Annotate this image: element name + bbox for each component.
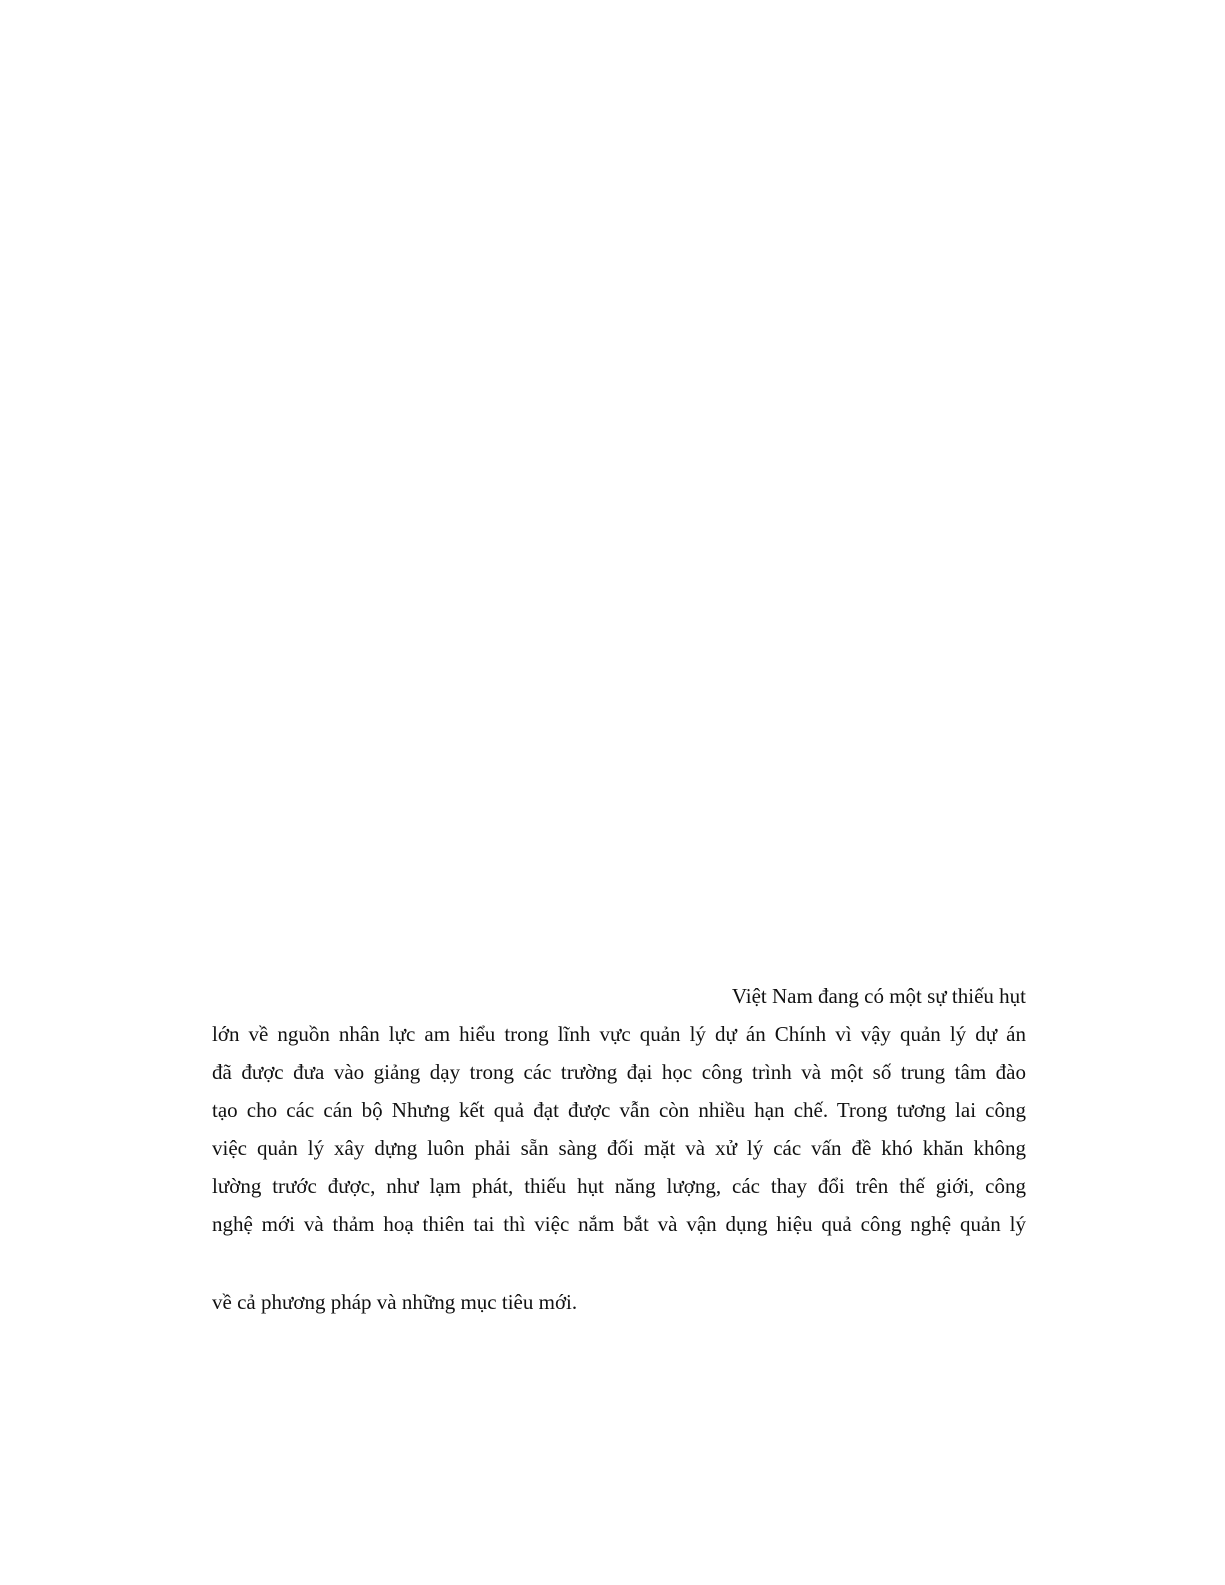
paragraph-line-1: Việt Nam đang có một sự thiếu hụt (731, 984, 1026, 1008)
paragraph-line-4: tạo cho các cán bộ Nhưng kết quả đạt được vẫn còn nhiều hạn chế. Trong tương lai công (212, 1098, 1026, 1122)
paragraph-line-7: nghệ mới và thảm hoạ thiên tai thì việc nắm bắt và vận dụng hiệu quả công nghệ quản lý (212, 1212, 1026, 1236)
paragraph-line-3: đã được đưa vào giảng dạy trong các trường đại học công trình và một số trung tâm đào (212, 1060, 1026, 1084)
paragraph-line-2: lớn về nguồn nhân lực am hiểu trong lĩnh vực quản lý dự án Chính vì vậy quản lý dự án (212, 1022, 1026, 1046)
paragraph-line-6: lường trước được, như lạm phát, thiếu hụt năng lượng, các thay đổi trên thế giới, công (212, 1174, 1026, 1198)
paragraph-line-5: việc quản lý xây dựng luôn phải sẵn sàng đối mặt và xử lý các vấn đề khó khăn không (212, 1136, 1026, 1160)
paragraph-line-8: về cả phương pháp và những mục tiêu mới. (212, 1290, 578, 1314)
